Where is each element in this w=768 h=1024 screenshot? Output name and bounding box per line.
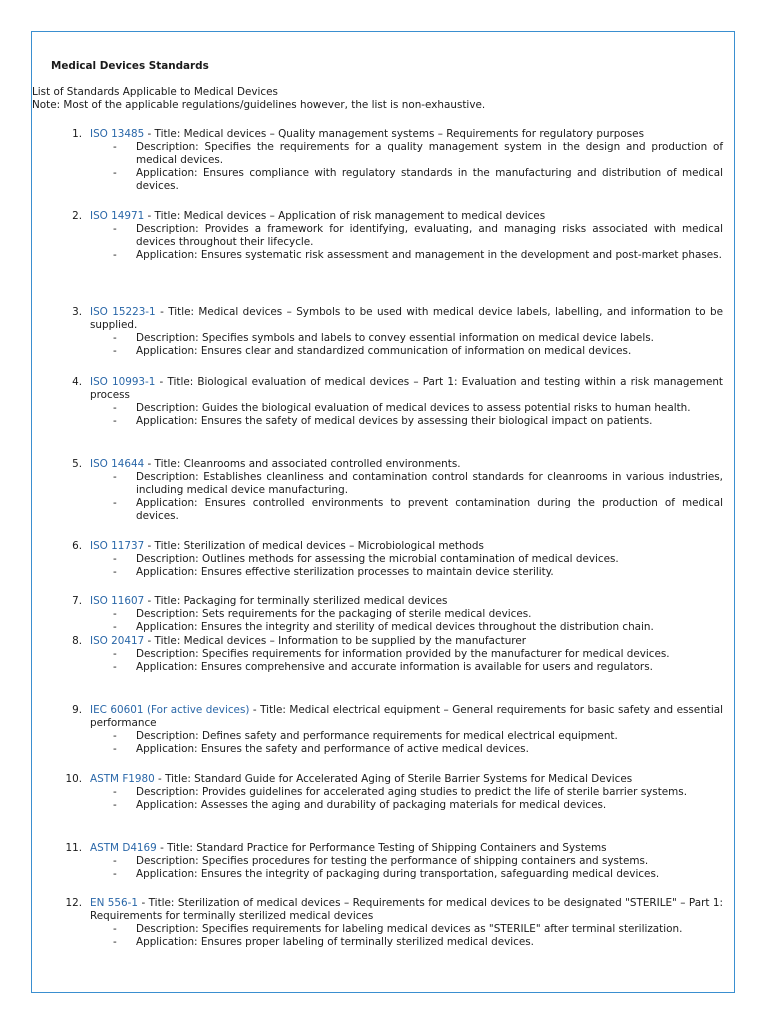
dash-bullet: - — [113, 332, 117, 344]
item-application — [113, 743, 723, 756]
item-number: 5. — [72, 458, 82, 470]
item-number: 9. — [72, 704, 82, 716]
item-title: - Title: Packaging for terminally sterilized medical devices — [144, 595, 448, 607]
description-text: Description: Specifies procedures for testing the performance of shipping containers and systems. — [136, 855, 649, 867]
standard-item — [32, 458, 734, 523]
description-text: Description: Provides a framework for identifying, evaluating, and managing risks associated with medical devices throughout their lifecycle. — [136, 223, 723, 248]
standard-item — [32, 897, 734, 949]
item-application — [113, 936, 723, 949]
item-title: - Title: Medical electrical equipment – General requirements for basic safety and essential performance — [90, 704, 723, 729]
item-description — [113, 141, 723, 167]
item-application — [113, 497, 723, 523]
item-application — [113, 621, 723, 634]
intro — [32, 86, 485, 112]
item-application — [113, 661, 723, 674]
standard-item — [32, 704, 734, 756]
item-heading — [90, 306, 723, 332]
item-title: - Title: Biological evaluation of medical devices – Part 1: Evaluation and testing within a risk management process — [90, 376, 723, 401]
standard-item — [32, 773, 734, 812]
dash-bullet: - — [113, 923, 117, 935]
dash-bullet: - — [113, 648, 117, 660]
standard-link[interactable]: ISO 14644 — [90, 458, 145, 470]
item-heading — [90, 773, 723, 786]
item-title: - Title: Sterilization of medical devices – Requirements for medical devices to be designated "STERILE" – Part 1: Requirements for terminally sterilized medical devices — [90, 897, 724, 922]
application-text: Application: Ensures the integrity and sterility of medical devices throughout the distribution chain. — [136, 621, 654, 633]
item-heading — [90, 897, 723, 923]
item-description — [113, 608, 723, 621]
item-application — [113, 415, 723, 428]
item-description — [113, 923, 723, 936]
item-description — [113, 402, 723, 415]
application-text: Application: Assesses the aging and durability of packaging materials for medical devices. — [136, 799, 607, 811]
standard-link[interactable]: ASTM D4169 — [90, 842, 157, 854]
standard-item — [32, 595, 734, 634]
dash-bullet: - — [113, 415, 117, 427]
description-text: Description: Specifies the requirements for a quality management system in the design and production of medical devices. — [136, 141, 723, 166]
dash-bullet: - — [113, 786, 117, 798]
standard-item — [32, 540, 734, 579]
standard-item — [32, 306, 734, 358]
dash-bullet: - — [113, 799, 117, 811]
item-title: - Title: Medical devices – Application of risk management to medical devices — [144, 210, 546, 222]
item-number: 2. — [72, 210, 82, 222]
standard-link[interactable]: ISO 14971 — [90, 210, 145, 222]
description-text: Description: Establishes cleanliness and contamination control standards for cleanrooms in various industries, including medical device manufacturing. — [136, 471, 723, 496]
application-text: Application: Ensures controlled environments to prevent contamination during the production of medical devices. — [136, 497, 723, 522]
item-title: - Title: Medical devices – Quality management systems – Requirements for regulatory purposes — [144, 128, 644, 140]
description-text: Description: Outlines methods for assessing the microbial contamination of medical devices. — [136, 553, 619, 565]
item-number: 12. — [65, 897, 82, 909]
item-description — [113, 730, 723, 743]
item-number: 7. — [72, 595, 82, 607]
dash-bullet: - — [113, 223, 117, 235]
document-frame — [31, 31, 735, 993]
item-heading — [90, 128, 723, 141]
dash-bullet: - — [113, 661, 117, 673]
application-text: Application: Ensures clear and standardized communication of information on medical devices. — [136, 345, 632, 357]
item-number: 11. — [65, 842, 82, 854]
standard-link[interactable]: IEC 60601 (For active devices) — [90, 704, 250, 716]
item-title: - Title: Cleanrooms and associated controlled environments. — [144, 458, 461, 470]
standard-link[interactable]: ISO 10993-1 — [90, 376, 156, 388]
item-application — [113, 167, 723, 193]
item-application — [113, 249, 723, 262]
dash-bullet: - — [113, 621, 117, 633]
item-application — [113, 868, 723, 881]
dash-bullet: - — [113, 471, 117, 483]
dash-bullet: - — [113, 868, 117, 880]
intro-note: Note: Most of the applicable regulations/guidelines however, the list is non-exhaustive. — [32, 99, 486, 111]
item-number: 1. — [72, 128, 82, 140]
dash-bullet: - — [113, 608, 117, 620]
item-number: 6. — [72, 540, 82, 552]
item-number: 10. — [65, 773, 82, 785]
item-title: - Title: Medical devices – Information to be supplied by the manufacturer — [144, 635, 526, 647]
standard-link[interactable]: EN 556-1 — [90, 897, 138, 909]
application-text: Application: Ensures effective sterilization processes to maintain device sterility. — [136, 566, 554, 578]
description-text: Description: Specifies requirements for information provided by the manufacturer for medical devices. — [136, 648, 670, 660]
application-text: Application: Ensures proper labeling of terminally sterilized medical devices. — [136, 936, 534, 948]
dash-bullet: - — [113, 167, 117, 179]
item-title: - Title: Standard Practice for Performance Testing of Shipping Containers and Systems — [156, 842, 607, 854]
page-title: Medical Devices Standards — [51, 60, 209, 72]
dash-bullet: - — [113, 345, 117, 357]
item-description — [113, 471, 723, 497]
description-text: Description: Sets requirements for the packaging of sterile medical devices. — [136, 608, 532, 620]
item-heading — [90, 595, 723, 608]
item-description — [113, 648, 723, 661]
standard-link[interactable]: ASTM F1980 — [90, 773, 155, 785]
standard-item — [32, 128, 734, 193]
standard-item — [32, 842, 734, 881]
dash-bullet: - — [113, 743, 117, 755]
application-text: Application: Ensures systematic risk assessment and management in the development and post-market phases. — [136, 249, 722, 261]
intro-line: List of Standards Applicable to Medical Devices — [32, 86, 278, 98]
standard-link[interactable]: ISO 11607 — [90, 595, 145, 607]
dash-bullet: - — [113, 566, 117, 578]
standard-item — [32, 376, 734, 428]
dash-bullet: - — [113, 402, 117, 414]
standard-item — [32, 210, 734, 262]
application-text: Application: Ensures the safety of medical devices by assessing their biological impact on patients. — [136, 415, 653, 427]
item-heading — [90, 842, 723, 855]
item-heading — [90, 635, 723, 648]
item-application — [113, 345, 723, 358]
dash-bullet: - — [113, 141, 117, 153]
item-heading — [90, 376, 723, 402]
item-heading — [90, 210, 723, 223]
item-description — [113, 855, 723, 868]
item-heading — [90, 704, 723, 730]
description-text: Description: Specifies requirements for labeling medical devices as "STERILE" after terminal sterilization. — [136, 923, 683, 935]
dash-bullet: - — [113, 936, 117, 948]
application-text: Application: Ensures compliance with regulatory standards in the manufacturing and distribution of medical devices. — [136, 167, 723, 192]
description-text: Description: Provides guidelines for accelerated aging studies to predict the life of sterile barrier systems. — [136, 786, 688, 798]
item-number: 8. — [72, 635, 82, 647]
standard-link[interactable]: ISO 13485 — [90, 128, 145, 140]
application-text: Application: Ensures the integrity of packaging during transportation, safeguarding medical devices. — [136, 868, 660, 880]
item-application — [113, 799, 723, 812]
standard-link[interactable]: ISO 20417 — [90, 635, 145, 647]
item-heading — [90, 540, 723, 553]
item-description — [113, 553, 723, 566]
application-text: Application: Ensures the safety and performance of active medical devices. — [136, 743, 529, 755]
item-number: 4. — [72, 376, 82, 388]
item-title: - Title: Standard Guide for Accelerated Aging of Sterile Barrier Systems for Medical Devices — [154, 773, 633, 785]
item-application — [113, 566, 723, 579]
item-description — [113, 786, 723, 799]
dash-bullet: - — [113, 249, 117, 261]
item-title: - Title: Sterilization of medical devices – Microbiological methods — [144, 540, 484, 552]
description-text: Description: Guides the biological evaluation of medical devices to assess potential risks to human health. — [136, 402, 691, 414]
dash-bullet: - — [113, 553, 117, 565]
item-description — [113, 332, 723, 345]
dash-bullet: - — [113, 855, 117, 867]
description-text: Description: Defines safety and performance requirements for medical electrical equipment. — [136, 730, 618, 742]
standard-item — [32, 635, 734, 674]
standard-link[interactable]: ISO 11737 — [90, 540, 145, 552]
item-description — [113, 223, 723, 249]
item-number: 3. — [72, 306, 82, 318]
application-text: Application: Ensures comprehensive and accurate information is available for users and regulators. — [136, 661, 653, 673]
description-text: Description: Specifies symbols and labels to convey essential information on medical device labels. — [136, 332, 654, 344]
item-heading — [90, 458, 723, 471]
dash-bullet: - — [113, 730, 117, 742]
item-title: - Title: Medical devices – Symbols to be used with medical device labels, labelling, and information to be supplied. — [90, 306, 723, 331]
standard-link[interactable]: ISO 15223-1 — [90, 306, 156, 318]
dash-bullet: - — [113, 497, 117, 509]
